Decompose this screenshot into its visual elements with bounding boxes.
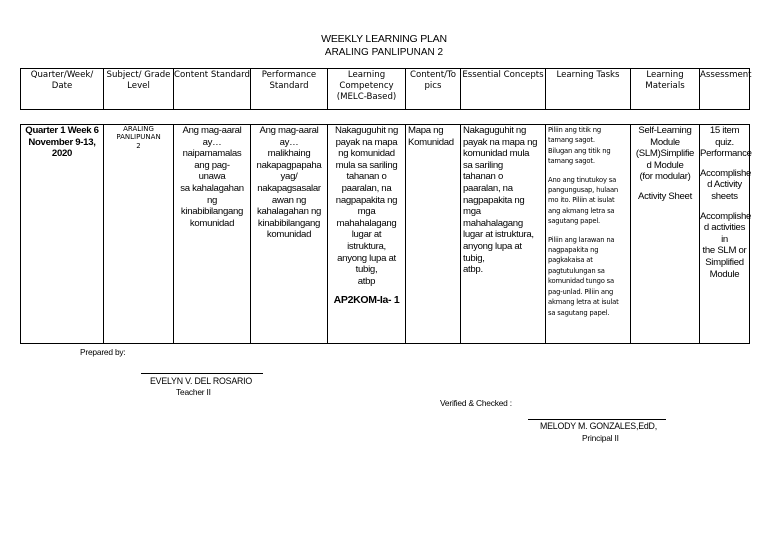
cell-competency xyxy=(328,125,406,344)
document-title: WEEKLY LEARNING PLAN xyxy=(321,33,447,45)
header-essential-concepts: Essential Concepts xyxy=(461,69,546,110)
cell-essential-concepts: Nakaguguhit ng payak na mapa ng komunidad mula sa sariling tahanan o paaralan, na nagpapakita ng mga mahahalagang lugar at istruktura, anyong lupa at tubig, atbp. xyxy=(461,125,546,344)
cell-quarter: Quarter 1 Week 6 November 9-13, 2020 xyxy=(21,125,104,344)
cell-learning-tasks xyxy=(546,125,631,344)
task-1: Piliin ang titik ng tamang sagot. Bilugan ang titik ng tamang sagot. xyxy=(548,126,611,166)
verified-label: Verified & Checked : xyxy=(440,398,512,408)
competency-text: Nakaguguhit ng payak na mapa ng komunidad mula sa sariling tahanan o paaralan, na nagpapakita ng mga mahahalagang lugar at istruktura, anyong lupa at tubig, atbp xyxy=(334,125,398,287)
teacher-title: Teacher II xyxy=(176,387,211,397)
cell-topic: Mapa ng Komunidad xyxy=(406,125,461,344)
document-subtitle: ARALING PANLIPUNAN 2 xyxy=(324,47,444,58)
plan-table xyxy=(20,124,750,344)
task-2: Ano ang tinutukoy sa pangungusap, hulaan mo ito. Piliin at isulat ang akmang letra sa sagutang papel. xyxy=(548,175,619,226)
header-assessment: Assessment xyxy=(700,69,750,110)
table-row xyxy=(21,125,750,344)
materials-text: Self-Learning Module (SLM)Simplifie d Module (for modular) xyxy=(635,125,695,183)
header-performance-standard: Performance Standard xyxy=(251,69,328,110)
task-3: Piliin ang larawan na nagpapakita ng pagkakaisa at pagtutulungan sa komunidad tungo sa pag-unlad. Piliin ang akmang letra at isulat sa sagutang papel. xyxy=(548,235,619,317)
header-content-standard: Content Standard xyxy=(174,69,251,110)
header-quarter: Quarter/Week/ Date xyxy=(21,69,104,110)
cell-content-standard: Ang mag-aaral ay… naipamamalas ang pag- unawa sa kahalagahan ng kinabibilangang komunidad xyxy=(174,125,251,344)
principal-signature-line xyxy=(528,419,666,420)
cell-subject: ARALING PANLIPUNAN 2 xyxy=(104,125,174,344)
cell-performance-standard: Ang mag-aaral ay… malikhaing nakapagpapaha yag/ nakapagsasalar awan ng kahalagahan ng kinabibilangang komunidad xyxy=(251,125,328,344)
competency-code: AP2KOM-Ia- 1 xyxy=(333,294,400,307)
principal-title: Principal II xyxy=(582,433,619,443)
header-learning-tasks: Learning Tasks xyxy=(546,69,631,110)
materials-activity-sheet: Activity Sheet xyxy=(638,190,692,202)
header-competency: Learning Competency (MELC-Based) xyxy=(328,69,406,110)
cell-assessment xyxy=(700,125,750,344)
prepared-by-label: Prepared by: xyxy=(80,347,126,357)
header-table xyxy=(20,68,750,110)
assessment-3: Accomplishe d activities in the SLM or Simplified Module xyxy=(700,210,752,280)
assessment-2: Accomplishe d Activity sheets xyxy=(700,167,752,202)
cell-learning-materials xyxy=(631,125,700,344)
teacher-signature-line xyxy=(141,373,263,374)
header-topics: Content/To pics xyxy=(406,69,461,110)
principal-name: MELODY M. GONZALES,EdD, xyxy=(540,421,657,431)
assessment-1: 15 item quiz. Performance xyxy=(700,125,752,160)
teacher-name: EVELYN V. DEL ROSARIO xyxy=(150,376,253,386)
header-learning-materials: Learning Materials xyxy=(631,69,700,110)
header-subject: Subject/ Grade Level xyxy=(104,69,174,110)
